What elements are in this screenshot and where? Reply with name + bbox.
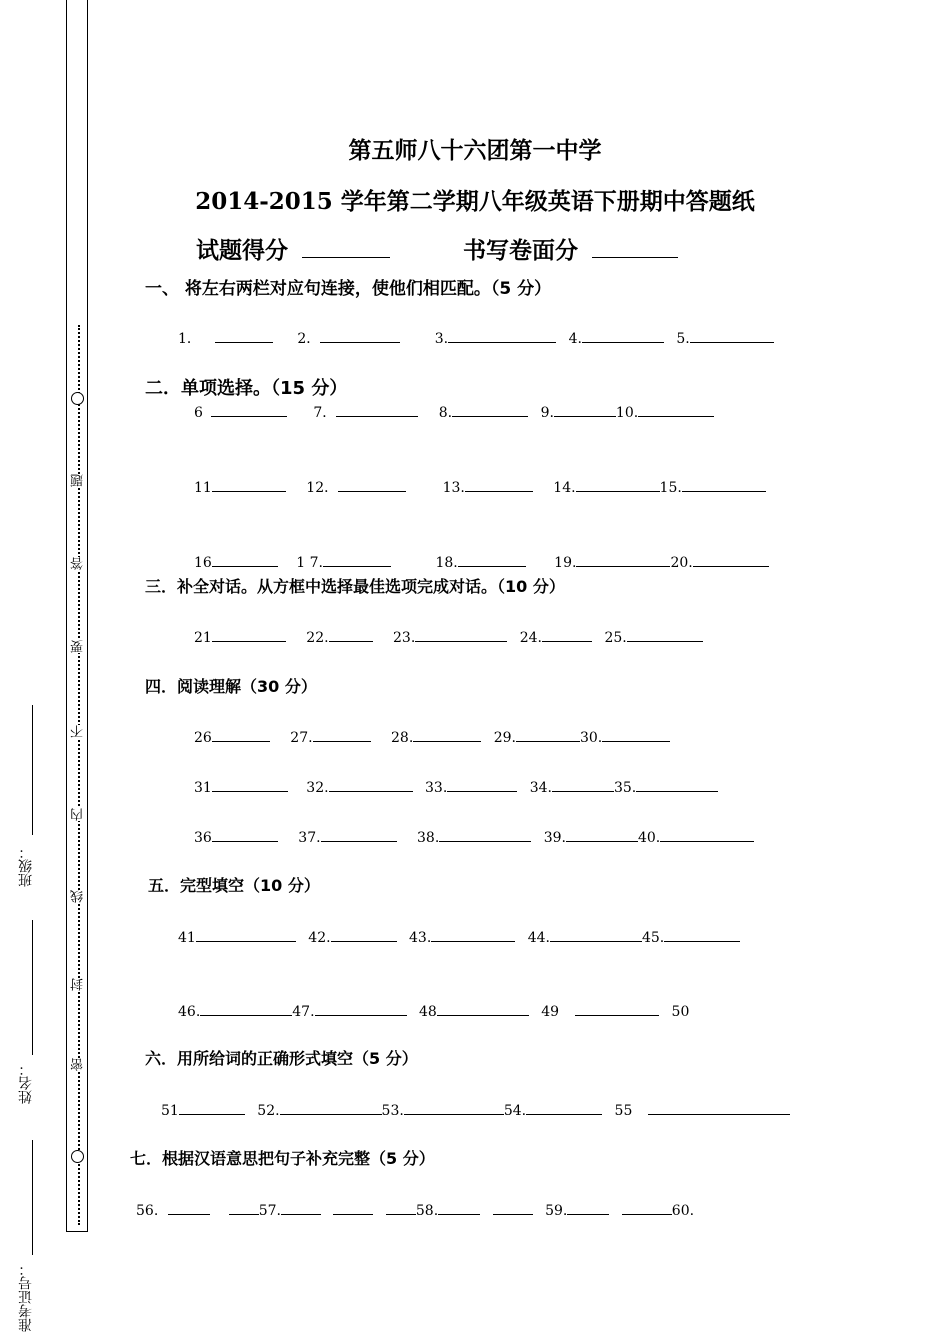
- answer-blank[interactable]: [212, 627, 286, 642]
- answer-blank[interactable]: [438, 1200, 480, 1215]
- seal-char-feng: 封: [71, 978, 86, 991]
- q-label: 48: [418, 1004, 437, 1020]
- q-label: 16: [194, 555, 212, 571]
- class-line: [32, 705, 33, 835]
- answer-row-1: [178, 328, 774, 348]
- answer-blank[interactable]: [452, 402, 528, 417]
- answer-blank[interactable]: [542, 627, 592, 642]
- answer-blank[interactable]: [526, 1100, 602, 1115]
- answer-blank[interactable]: [333, 1200, 373, 1215]
- answer-row-3: [194, 477, 766, 497]
- q-label: 7．: [313, 405, 337, 421]
- answer-blank[interactable]: [493, 1200, 533, 1215]
- seal-char-ti: 题: [71, 474, 86, 487]
- answer-blank[interactable]: [636, 777, 718, 792]
- section-7-heading: 七．根据汉语意思把句子补充完整（5 分）: [130, 1149, 435, 1168]
- q-label: 33.: [425, 780, 448, 796]
- q-label: 13.: [442, 480, 465, 496]
- q-label: 24.: [519, 630, 542, 646]
- answer-blank[interactable]: [437, 1001, 529, 1016]
- q-label: 55: [614, 1103, 633, 1119]
- q-label: 22.: [306, 630, 329, 646]
- answer-blank[interactable]: [212, 827, 278, 842]
- exam-number-line: [32, 1140, 33, 1255]
- answer-blank[interactable]: [280, 1100, 382, 1115]
- answer-blank[interactable]: [179, 1100, 245, 1115]
- q-label: 19.: [554, 555, 577, 571]
- answer-row-5: [194, 627, 703, 646]
- seal-char-yao: 要: [71, 640, 86, 653]
- writing-score-blank[interactable]: [592, 237, 678, 258]
- q-label: 9.: [540, 405, 554, 421]
- answer-blank[interactable]: [212, 552, 278, 567]
- answer-blank[interactable]: [215, 328, 273, 343]
- writing-score-field: [463, 232, 678, 265]
- answer-blank[interactable]: [212, 727, 270, 742]
- answer-blank[interactable]: [627, 627, 703, 642]
- answer-blank[interactable]: [229, 1200, 259, 1215]
- q-label: 37.: [298, 830, 321, 846]
- answer-blank[interactable]: [690, 328, 774, 343]
- test-score-label: 试题得分: [196, 237, 288, 264]
- q-label: 28.: [391, 730, 414, 746]
- test-score-blank[interactable]: [302, 237, 390, 258]
- q-label: 10.: [615, 405, 639, 421]
- seal-char-mi: 密: [71, 1058, 86, 1071]
- answer-blank[interactable]: [336, 402, 418, 417]
- answer-blank[interactable]: [567, 1200, 609, 1215]
- q-label: 20.: [670, 555, 693, 571]
- answer-blank[interactable]: [323, 552, 391, 567]
- answer-blank[interactable]: [554, 402, 616, 417]
- answer-blank[interactable]: [168, 1200, 210, 1215]
- q-label: 27.: [290, 730, 313, 746]
- q-label: 45.: [641, 930, 665, 946]
- q-label: 54.: [503, 1103, 527, 1119]
- answer-blank[interactable]: [415, 627, 507, 642]
- q-label: 25.: [604, 630, 627, 646]
- answer-row-8: [194, 827, 754, 846]
- answer-blank[interactable]: [431, 927, 515, 942]
- q-label: 30.: [579, 730, 603, 746]
- answer-blank[interactable]: [439, 827, 531, 842]
- q-label: 57.: [258, 1203, 281, 1219]
- answer-blank[interactable]: [458, 552, 526, 567]
- seal-dotted-line: [78, 325, 80, 1225]
- answer-blank[interactable]: [447, 777, 517, 792]
- answer-blank[interactable]: [693, 552, 769, 567]
- q-label: 4.: [568, 331, 582, 347]
- answer-blank[interactable]: [664, 927, 740, 942]
- answer-blank[interactable]: [281, 1200, 321, 1215]
- answer-row-7: [194, 777, 718, 796]
- seal-char-xian: 线: [71, 890, 86, 903]
- q-label: 3.: [434, 331, 449, 347]
- answer-blank[interactable]: [465, 477, 533, 492]
- answer-blank[interactable]: [648, 1100, 790, 1115]
- q-label: 56.: [136, 1203, 159, 1219]
- answer-blank[interactable]: [315, 1001, 407, 1016]
- answer-blank[interactable]: [516, 727, 580, 742]
- q-label: 34.: [529, 780, 552, 796]
- q-label: 26: [194, 730, 212, 746]
- answer-blank[interactable]: [313, 727, 371, 742]
- q-label: 58.: [415, 1203, 439, 1219]
- q-label: 39.: [543, 830, 566, 846]
- answer-blank[interactable]: [582, 328, 664, 343]
- q-label: 18.: [435, 555, 458, 571]
- answer-blank[interactable]: [211, 402, 287, 417]
- answer-blank[interactable]: [404, 1100, 504, 1115]
- q-label: 40.: [637, 830, 661, 846]
- q-label: 15.: [659, 480, 682, 496]
- seal-circle-top: [71, 392, 84, 405]
- seal-char-da: 答: [71, 557, 86, 570]
- section-6-heading: 六．用所给词的正确形式填空（5 分）: [145, 1049, 418, 1068]
- answer-blank[interactable]: [602, 727, 670, 742]
- answer-blank[interactable]: [575, 1001, 659, 1016]
- q-label: 1．: [178, 331, 201, 347]
- answer-blank[interactable]: [576, 477, 660, 492]
- section-2-heading: 二．单项选择。（15 分）: [145, 378, 348, 399]
- q-label: 12．: [306, 480, 339, 496]
- q-label: 52.: [257, 1103, 280, 1119]
- q-label: 38.: [417, 830, 440, 846]
- q-label: 31: [194, 780, 212, 796]
- section-3-heading: 三．补全对话。从方框中选择最佳选项完成对话。（10 分）: [145, 577, 565, 596]
- q-label: 51: [161, 1103, 179, 1119]
- section-1-heading: 一、 将左右两栏对应句连接，使他们相匹配。（5 分）: [145, 279, 552, 299]
- q-label: 29.: [493, 730, 516, 746]
- answer-row-10: [178, 1001, 689, 1020]
- q-label: 59.: [545, 1203, 568, 1219]
- writing-score-label: 书写卷面分: [463, 237, 578, 264]
- seal-circle-bottom: [71, 1150, 84, 1163]
- seal-char-bu: 不: [71, 725, 86, 738]
- answer-blank[interactable]: [682, 477, 766, 492]
- exam-number-label: 准考证号：: [18, 1262, 34, 1332]
- q-label: 11: [194, 480, 212, 496]
- answer-blank[interactable]: [552, 777, 614, 792]
- answer-row-11: [161, 1100, 790, 1119]
- q-label: 44.: [527, 930, 550, 946]
- q-label: 5.: [676, 331, 690, 347]
- answer-blank[interactable]: [576, 552, 670, 567]
- answer-row-9: [178, 927, 740, 946]
- test-score-field: [196, 232, 390, 265]
- q-label: 43.: [409, 930, 432, 946]
- answer-row-4: [194, 552, 769, 571]
- q-label: 6: [194, 405, 203, 421]
- q-label: 2．: [297, 331, 321, 347]
- school-title: 第五师八十六团第一中学: [348, 137, 602, 164]
- answer-blank[interactable]: [386, 1200, 416, 1215]
- q-label: 8.: [438, 405, 453, 421]
- q-label: 32.: [306, 780, 329, 796]
- answer-blank[interactable]: [200, 1001, 292, 1016]
- name-line: [32, 920, 33, 1055]
- seal-char-nei: 内: [71, 808, 86, 821]
- q-label: 49: [541, 1004, 560, 1020]
- answer-blank[interactable]: [550, 927, 642, 942]
- answer-blank[interactable]: [329, 627, 373, 642]
- q-label: 35.: [613, 780, 637, 796]
- answer-row-12: [136, 1200, 694, 1219]
- q-label: 23.: [393, 630, 416, 646]
- answer-blank[interactable]: [329, 777, 413, 792]
- answer-blank[interactable]: [660, 827, 754, 842]
- answer-blank[interactable]: [212, 777, 288, 792]
- answer-blank[interactable]: [622, 1200, 672, 1215]
- answer-blank[interactable]: [212, 477, 286, 492]
- section-5-heading: 五．完型填空（10 分）: [148, 876, 320, 895]
- q-label: 60.: [671, 1203, 695, 1219]
- answer-blank[interactable]: [638, 402, 714, 417]
- answer-blank[interactable]: [196, 927, 296, 942]
- class-label: 班级：: [18, 845, 34, 887]
- q-label: 21: [194, 630, 212, 646]
- answer-blank[interactable]: [331, 927, 397, 942]
- section-4-heading: 四．阅读理解（30 分）: [145, 677, 317, 696]
- answer-blank[interactable]: [321, 827, 397, 842]
- exam-title: 2014-2015 学年第二学期八年级英语下册期中答题纸: [195, 188, 755, 215]
- q-label: 46.: [178, 1004, 201, 1020]
- name-label: 姓名：: [18, 1062, 34, 1104]
- q-label: 41: [178, 930, 196, 946]
- answer-blank[interactable]: [566, 827, 638, 842]
- answer-blank[interactable]: [338, 477, 406, 492]
- answer-blank[interactable]: [413, 727, 481, 742]
- q-label: 36: [194, 830, 212, 846]
- answer-row-6: [194, 727, 670, 746]
- q-label: 53.: [381, 1103, 404, 1119]
- q-label: 1 7.: [296, 555, 323, 571]
- answer-row-2: [194, 402, 714, 422]
- q-label: 47.: [292, 1004, 315, 1020]
- answer-blank[interactable]: [448, 328, 556, 343]
- q-label: 42.: [308, 930, 331, 946]
- q-label: 14.: [553, 480, 576, 496]
- q-label: 50: [671, 1004, 690, 1020]
- answer-blank[interactable]: [320, 328, 400, 343]
